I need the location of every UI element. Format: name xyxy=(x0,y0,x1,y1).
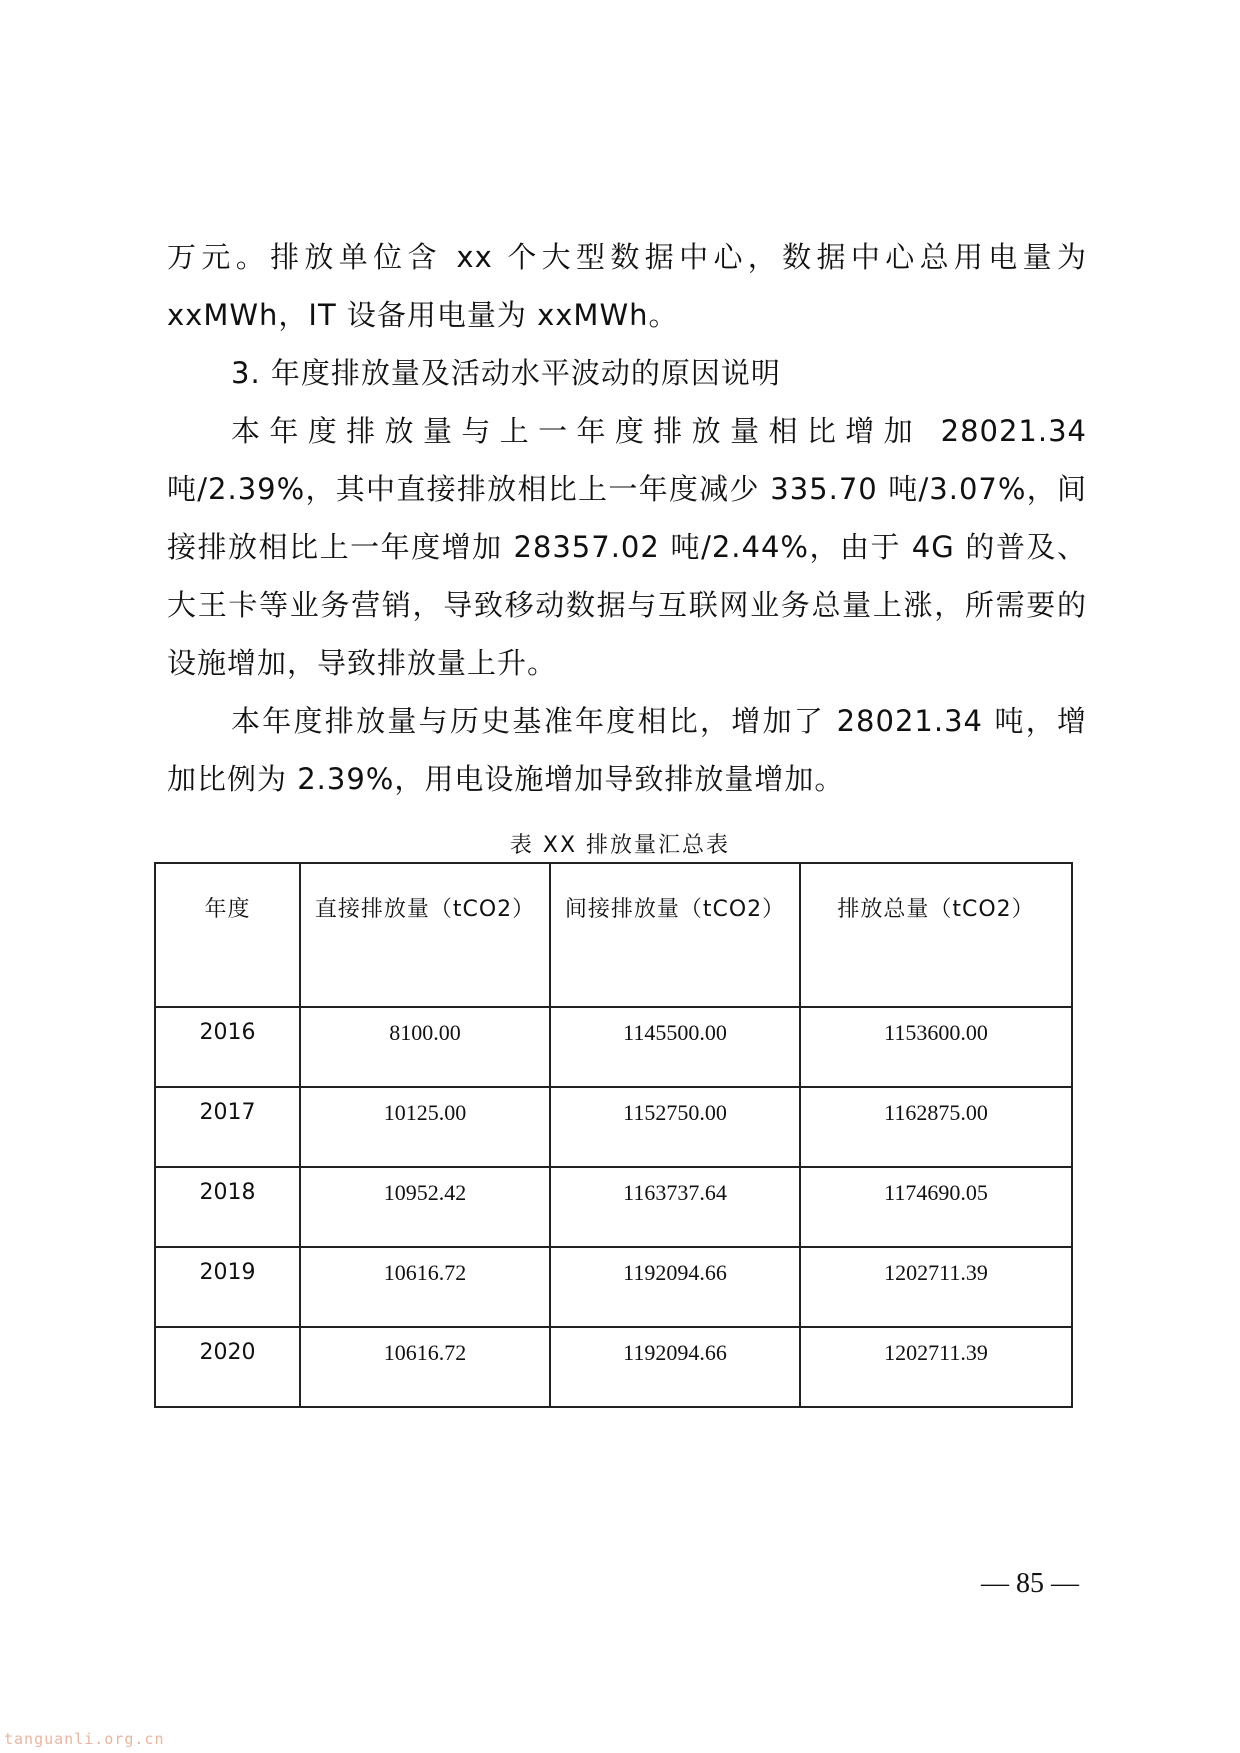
cell-year: 2019 xyxy=(155,1247,300,1327)
cell-year: 2017 xyxy=(155,1087,300,1167)
table-row xyxy=(155,1247,1072,1327)
header-total-emission: 排放总量（tCO2） xyxy=(800,863,1072,1007)
cell-direct: 10616.72 xyxy=(300,1247,550,1327)
table-row xyxy=(155,1167,1072,1247)
section-heading: 3. 年度排放量及活动水平波动的原因说明 xyxy=(231,356,781,390)
header-year: 年度 xyxy=(155,863,300,1007)
cell-direct: 10952.42 xyxy=(300,1167,550,1247)
cell-year: 2020 xyxy=(155,1327,300,1407)
paragraph-baseline-comparison: 本年度排放量与历史基准年度相比，增加了 28021.34 吨，增加比例为 2.39%，用电设施增加导致排放量增加。 xyxy=(167,704,1087,796)
header-direct-emission: 直接排放量（tCO2） xyxy=(300,863,550,1007)
cell-total: 1174690.05 xyxy=(800,1167,1072,1247)
cell-total: 1162875.00 xyxy=(800,1087,1072,1167)
paragraph-continuation: 万元。排放单位含 xx 个大型数据中心，数据中心总用电量为 xxMWh，IT 设备用电量为 xxMWh。 xyxy=(167,240,1087,332)
emission-summary-table-wrap xyxy=(154,862,1071,1408)
cell-direct: 8100.00 xyxy=(300,1007,550,1087)
body-text xyxy=(167,228,1087,808)
page-number: — 85 — xyxy=(981,1568,1079,1599)
table-row xyxy=(155,1327,1072,1407)
table-row xyxy=(155,1087,1072,1167)
emission-summary-table xyxy=(154,862,1073,1408)
paragraph-emission-change: 本年度排放量与上一年度排放量相比增加 28021.34 吨/2.39%，其中直接排放相比上一年度减少 335.70 吨/3.07%，间接排放相比上一年度增加 28357.02 吨/2.44%，由于 4G 的普及、大王卡等业务营销，导致移动数据与互联网业务总量上涨，所需要的设施增加，导致排放量上升。 xyxy=(167,414,1087,680)
table-header-row xyxy=(155,863,1072,1007)
cell-total: 1153600.00 xyxy=(800,1007,1072,1087)
cell-indirect: 1192094.66 xyxy=(550,1327,800,1407)
cell-direct: 10125.00 xyxy=(300,1087,550,1167)
header-indirect-emission: 间接排放量（tCO2） xyxy=(550,863,800,1007)
cell-indirect: 1163737.64 xyxy=(550,1167,800,1247)
cell-total: 1202711.39 xyxy=(800,1247,1072,1327)
cell-indirect: 1145500.00 xyxy=(550,1007,800,1087)
table-row xyxy=(155,1007,1072,1087)
cell-indirect: 1192094.66 xyxy=(550,1247,800,1327)
cell-total: 1202711.39 xyxy=(800,1327,1072,1407)
cell-year: 2018 xyxy=(155,1167,300,1247)
cell-year: 2016 xyxy=(155,1007,300,1087)
watermark: tanguanli.org.cn xyxy=(4,1730,165,1748)
cell-direct: 10616.72 xyxy=(300,1327,550,1407)
table-caption: 表 XX 排放量汇总表 xyxy=(509,833,731,858)
cell-indirect: 1152750.00 xyxy=(550,1087,800,1167)
